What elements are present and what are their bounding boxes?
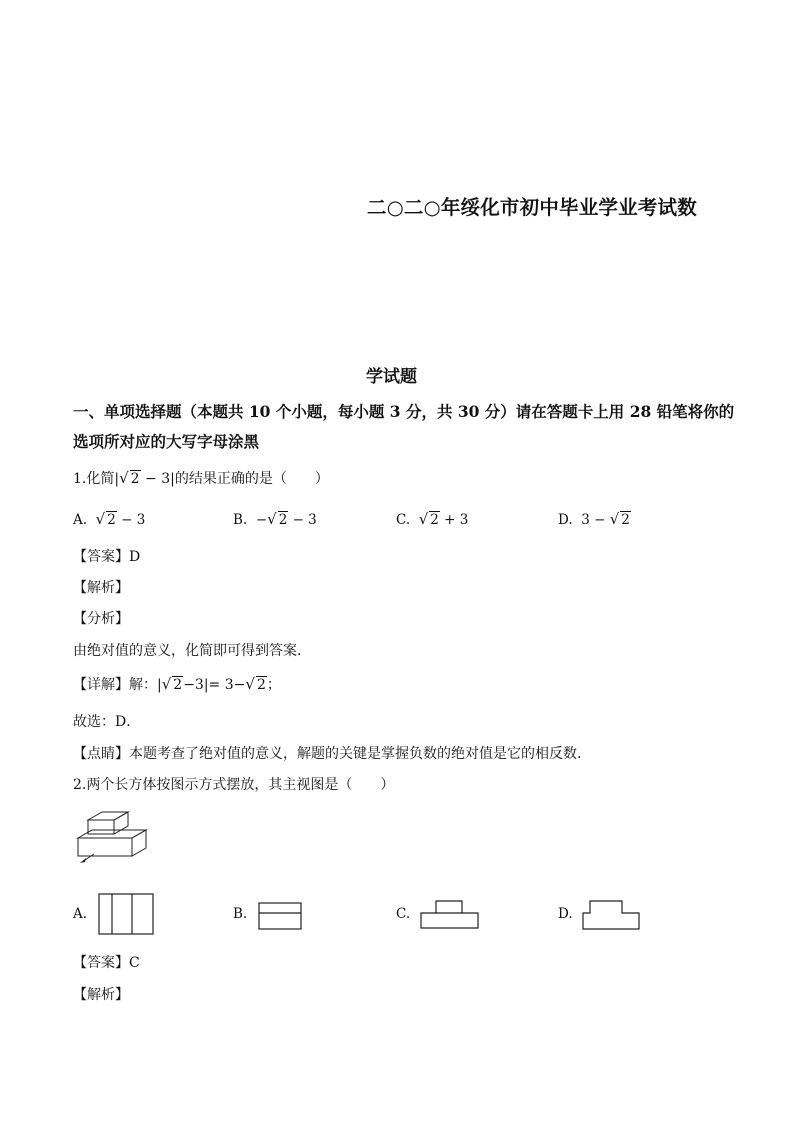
section-heading-line2: 选项所对应的大写字母涂黑 xyxy=(73,432,260,451)
q2-option-a-label: A. xyxy=(73,906,88,922)
q2-cuboid-figure xyxy=(70,808,160,870)
q2-option-d-figure xyxy=(582,899,642,931)
q2-option-c-label: C. xyxy=(396,906,411,922)
q1-fenxi-text: 由绝对值的意义，化简即可得到答案． xyxy=(73,643,311,659)
q2-option-b-label: B. xyxy=(233,906,248,922)
question-2-stem: 2.两个长方体按图示方式摆放，其主视图是（ ） xyxy=(73,777,395,793)
q2-option-d-label: D. xyxy=(558,906,573,922)
q1-option-b: B. −√ 2 − 3 xyxy=(233,510,317,528)
q1-fenxi-label: 【分析】 xyxy=(73,611,129,627)
q1-option-c: C. √ 2 + 3 xyxy=(396,510,469,528)
q2-option-c-figure xyxy=(420,900,480,930)
q1-option-d: D. 3 − √ 2 xyxy=(558,510,630,528)
q2-answer: 【答案】C xyxy=(73,955,140,971)
q2-analysis-label: 【解析】 xyxy=(73,987,129,1003)
section-heading-line1: 一、单项选择题（本题共 10 个小题，每小题 3 分，共 30 分）请在答题卡上用 28 铅笔将你的 xyxy=(73,402,735,421)
q1-detail: 【详解】解：|√ 2−3|= 3−√ 2； xyxy=(73,675,281,693)
q2-option-b-figure xyxy=(258,902,302,930)
q2-option-a-figure xyxy=(98,893,154,935)
q1-analysis-label: 【解析】 xyxy=(73,580,129,596)
q1-comment: 【点睛】本题考查了绝对值的意义，解题的关键是掌握负数的绝对值是它的相反数． xyxy=(73,746,591,762)
page-subtitle: 学试题 xyxy=(366,367,417,387)
q1-option-a: A. √ 2 − 3 xyxy=(73,510,146,528)
question-1-stem: 1.化简|√ 2 − 3|的结果正确的是（ ） xyxy=(73,469,329,487)
q1-choose: 故选：D． xyxy=(73,714,141,730)
page-title: 二○二○年绥化市初中毕业学业考试数 xyxy=(367,196,697,219)
q1-answer: 【答案】D xyxy=(73,549,141,565)
